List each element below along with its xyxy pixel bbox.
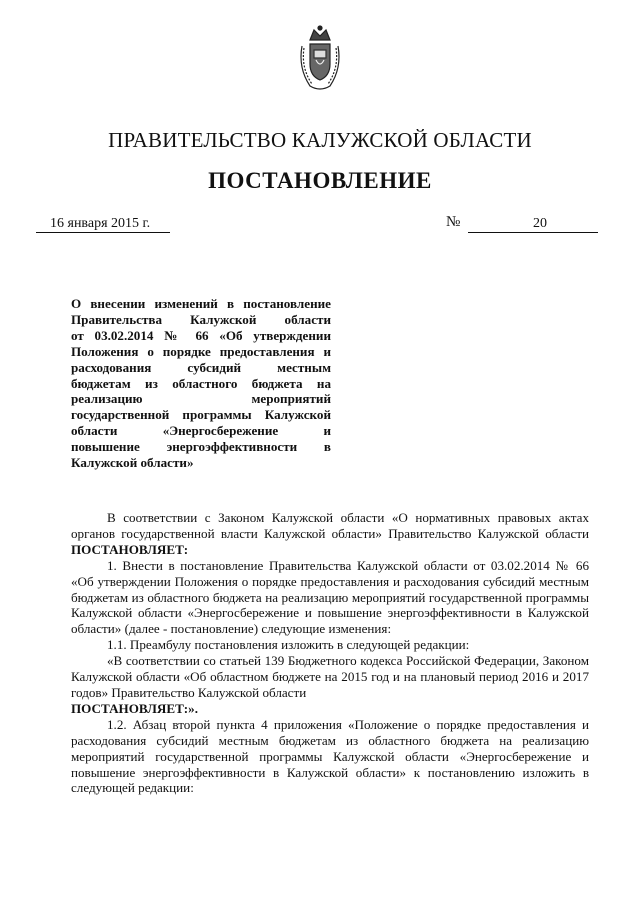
subject-line: повышение энергоэффективности в — [71, 439, 331, 455]
item-1-paragraph: 1. Внести в постановление Правительства Калужской области от 03.02.2014 № 66 «Об утверждении Положения о порядке предоставления и расходования субсидий местным бюджетам из областного бюджета на реализацию мероприятий государственной программы Калужской области «Энергосбережение и повышение энергоэффективности в Калужской области» (далее - постановление) следующие изменения: — [71, 557, 589, 637]
intro-bold: ПОСТАНОВЛЯЕТ: — [71, 541, 189, 557]
document-number: 20 — [468, 216, 598, 233]
subject-line: Калужской области» — [71, 455, 194, 471]
subject-line: реализацию мероприятий — [71, 391, 331, 407]
document-subject — [71, 296, 331, 471]
subject-line: области «Энергосбережение и — [71, 423, 331, 439]
document-body — [71, 510, 589, 796]
number-sign: № — [446, 214, 461, 230]
coat-of-arms-icon — [296, 24, 344, 94]
subject-line: Правительства Калужской области — [71, 311, 331, 327]
quote-paragraph — [71, 653, 589, 717]
subject-line: бюджетам из областного бюджета на — [71, 375, 331, 391]
subject-line: от 03.02.2014 № 66 «Об утверждении — [71, 327, 331, 343]
item-1-2-paragraph: 1.2. Абзац второй пункта 4 приложения «Положение о порядке предоставления и расходования субсидий местным бюджетам из областного бюджета на реализацию мероприятий государственной программы Калужской области «Энергосбережение и повышение энергоэффективности в Калужской области» к постановлению изложить в следующей редакции: — [71, 716, 589, 796]
subject-line: Положения о порядке предоставления и — [71, 343, 331, 359]
intro-paragraph — [71, 510, 589, 558]
subject-line: государственной программы Калужской — [71, 407, 331, 423]
subject-line: О внесении изменений в постановление — [71, 296, 331, 311]
document-type: ПОСТАНОВЛЕНИЕ — [208, 168, 432, 193]
subject-line: расходования субсидий местным — [71, 359, 331, 375]
document-date: 16 января 2015 г. — [36, 216, 170, 233]
government-title: ПРАВИТЕЛЬСТВО КАЛУЖСКОЙ ОБЛАСТИ — [108, 128, 532, 152]
quote-bold: ПОСТАНОВЛЯЕТ:». — [71, 700, 198, 716]
item-1-1-paragraph: 1.1. Преамбулу постановления изложить в следующей редакции: — [107, 637, 470, 653]
quote-text: «В соответствии со статьей 139 Бюджетного кодекса Российской Федерации, Законом Калужской области «Об областном бюджете на 2015 год и на плановый период 2016 и 2017 годов» Правительство Калужской области — [71, 653, 589, 700]
intro-text: В соответствии с Законом Калужской области «О нормативных правовых актах органов государственной власти Калужской области» Правительство Калужской области — [71, 510, 589, 541]
